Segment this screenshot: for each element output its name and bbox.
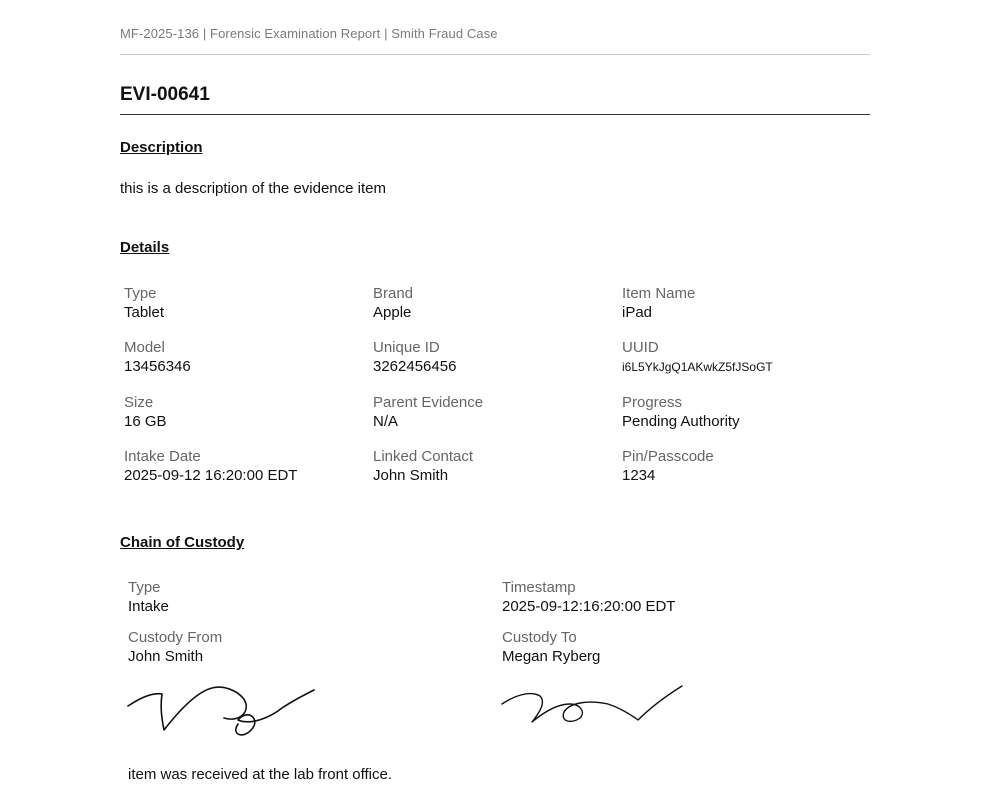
detail-field-uuid — [622, 338, 862, 377]
detail-value: 1234 — [622, 467, 656, 484]
detail-value: Pending Authority — [622, 413, 740, 430]
detail-value: Apple — [373, 304, 412, 321]
detail-field-unique-id — [373, 338, 613, 377]
detail-value: Tablet — [124, 304, 165, 321]
custody-label: Custody To — [502, 629, 577, 646]
custody-value: Megan Ryberg — [502, 648, 601, 665]
detail-label: Item Name — [622, 285, 696, 302]
detail-field-linked-contact — [373, 447, 613, 486]
detail-field-parent-evidence — [373, 393, 613, 432]
custody-label: Type — [128, 579, 161, 596]
detail-field-intake-date — [124, 447, 364, 486]
title-divider — [120, 114, 870, 115]
custody-field-from — [128, 628, 368, 667]
detail-field-progress — [622, 393, 862, 432]
description-heading: Description — [120, 139, 203, 156]
detail-field-brand — [373, 284, 613, 323]
detail-value: 2025-09-12 16:20:00 EDT — [124, 467, 298, 484]
detail-label: Pin/Passcode — [622, 448, 714, 465]
detail-field-item-name — [622, 284, 862, 323]
custody-field-to — [502, 628, 742, 667]
custody-field-type — [128, 578, 368, 617]
detail-field-type — [124, 284, 364, 323]
detail-value: 3262456456 — [373, 358, 457, 375]
detail-label: Brand — [373, 285, 414, 302]
detail-field-size — [124, 393, 364, 432]
detail-label: Unique ID — [373, 339, 440, 356]
detail-label: UUID — [622, 339, 659, 356]
detail-label: Linked Contact — [373, 448, 474, 465]
description-text: this is a description of the evidence item — [120, 180, 386, 197]
detail-field-pin-passcode — [622, 447, 862, 486]
header-divider — [120, 54, 870, 55]
chain-of-custody-heading: Chain of Custody — [120, 534, 245, 551]
custody-from-signature — [126, 680, 316, 740]
detail-label: Model — [124, 339, 165, 356]
custody-field-timestamp — [502, 578, 802, 617]
custody-to-signature — [500, 682, 690, 732]
detail-value: iPad — [622, 304, 653, 321]
custody-value: John Smith — [128, 648, 204, 665]
detail-label: Type — [124, 285, 157, 302]
custody-label: Custody From — [128, 629, 223, 646]
evidence-id-title: EVI-00641 — [120, 84, 210, 105]
custody-value: 2025-09-12:16:20:00 EDT — [502, 598, 676, 615]
details-heading: Details — [120, 239, 170, 256]
custody-note: item was received at the lab front office. — [128, 766, 393, 783]
detail-field-model — [124, 338, 364, 377]
detail-value: N/A — [373, 413, 399, 430]
detail-label: Size — [124, 394, 154, 411]
report-header: MF-2025-136 | Forensic Examination Report | Smith Fraud Case — [120, 26, 498, 41]
custody-label: Timestamp — [502, 579, 576, 596]
detail-value: John Smith — [373, 467, 449, 484]
detail-label: Intake Date — [124, 448, 201, 465]
detail-value: i6L5YkJgQ1AKwkZ5fJSoGT — [622, 360, 773, 374]
detail-value: 16 GB — [124, 413, 167, 430]
detail-label: Progress — [622, 394, 683, 411]
detail-value: 13456346 — [124, 358, 191, 375]
detail-label: Parent Evidence — [373, 394, 484, 411]
custody-value: Intake — [128, 598, 169, 615]
